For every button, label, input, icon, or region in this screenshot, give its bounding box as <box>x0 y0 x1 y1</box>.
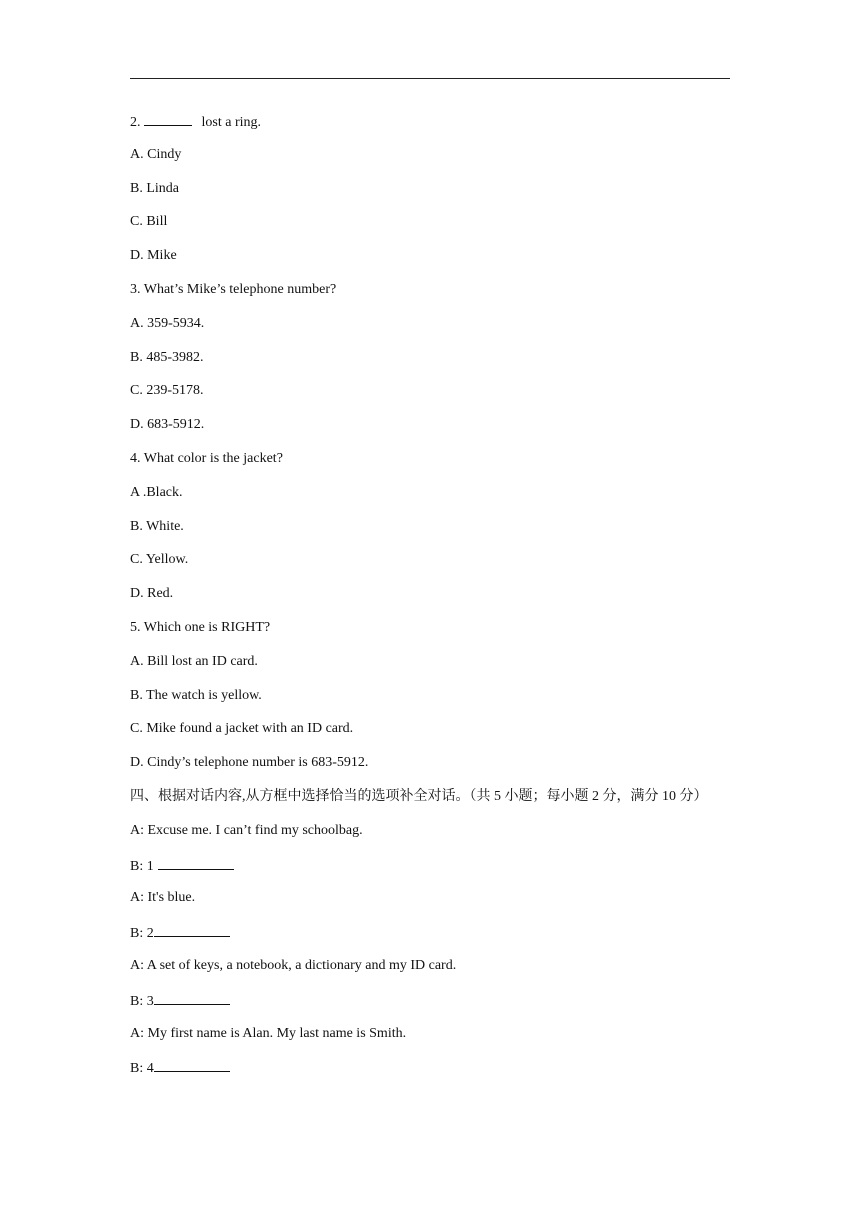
dialogue-line-b <box>130 855 730 875</box>
speaker-label: A: <box>130 890 144 906</box>
dialogue-line-b <box>130 922 730 942</box>
speaker-label: B: <box>130 1061 144 1077</box>
question-5-stem: 5. Which one is RIGHT? <box>130 619 271 635</box>
dialogue-line-a <box>130 1024 730 1044</box>
question-text: lost a ring. <box>201 115 261 130</box>
answer-blank <box>154 922 230 937</box>
dialogue-line-b <box>130 1057 730 1077</box>
option-d: D. Mike <box>130 248 177 264</box>
speaker-label: B: <box>130 858 144 874</box>
dialogue-line-a <box>130 888 730 908</box>
option-c: C. Mike found a jacket with an ID card. <box>130 721 354 737</box>
question-2-stem <box>130 111 730 131</box>
speaker-label: B: <box>130 926 144 942</box>
speaker-label: A: <box>130 957 144 973</box>
option-c: C. 239-5178. <box>130 383 204 399</box>
dialogue-line-a <box>130 956 730 976</box>
speaker-label: A: <box>130 1025 144 1041</box>
dialogue-text: Excuse me. I can’t find my schoolbag. <box>147 822 363 838</box>
option-a: A. Bill lost an ID card. <box>130 653 258 669</box>
dialogue-text: A set of keys, a notebook, a dictionary and my ID card. <box>146 957 457 973</box>
dialogue-text: It's blue. <box>147 890 196 906</box>
option-b: B. The watch is yellow. <box>130 687 262 703</box>
option-b: B. White. <box>130 518 184 534</box>
answer-blank <box>154 1057 230 1072</box>
option-d: D. 683-5912. <box>130 417 205 433</box>
answer-blank <box>144 111 192 126</box>
option-a: A. 359-5934. <box>130 315 205 331</box>
dialogue-line-a <box>130 821 730 841</box>
question-number: 2. <box>130 115 141 130</box>
option-d: D. Red. <box>130 586 174 602</box>
blank-number: 3 <box>146 993 154 1009</box>
dialogue-text: My first name is Alan. My last name is Smith. <box>147 1025 407 1041</box>
section-4-heading: 四、根据对话内容,从方框中选择恰当的选项补全对话。（共 5 小题；每小题 2 分，满分 10 分） <box>130 788 708 804</box>
blank-number: 1 <box>146 858 154 874</box>
answer-blank <box>154 990 230 1005</box>
option-b: B. Linda <box>130 180 179 196</box>
header-rule <box>130 78 730 79</box>
option-d: D. Cindy’s telephone number is 683-5912. <box>130 755 369 771</box>
question-4-stem: 4. What color is the jacket? <box>130 450 283 466</box>
speaker-label: B: <box>130 993 144 1009</box>
exam-content <box>130 111 730 1091</box>
question-3-stem: 3. What’s Mike’s telephone number? <box>130 281 337 297</box>
answer-blank <box>158 855 234 870</box>
speaker-label: A: <box>130 822 144 838</box>
option-c: C. Yellow. <box>130 552 189 568</box>
dialogue-line-b <box>130 990 730 1010</box>
option-b: B. 485-3982. <box>130 349 204 365</box>
blank-number: 4 <box>146 1061 154 1077</box>
blank-number: 2 <box>146 926 154 942</box>
option-a: A. Cindy <box>130 146 182 162</box>
option-a: A .Black. <box>130 484 183 500</box>
option-c: C. Bill <box>130 214 168 230</box>
